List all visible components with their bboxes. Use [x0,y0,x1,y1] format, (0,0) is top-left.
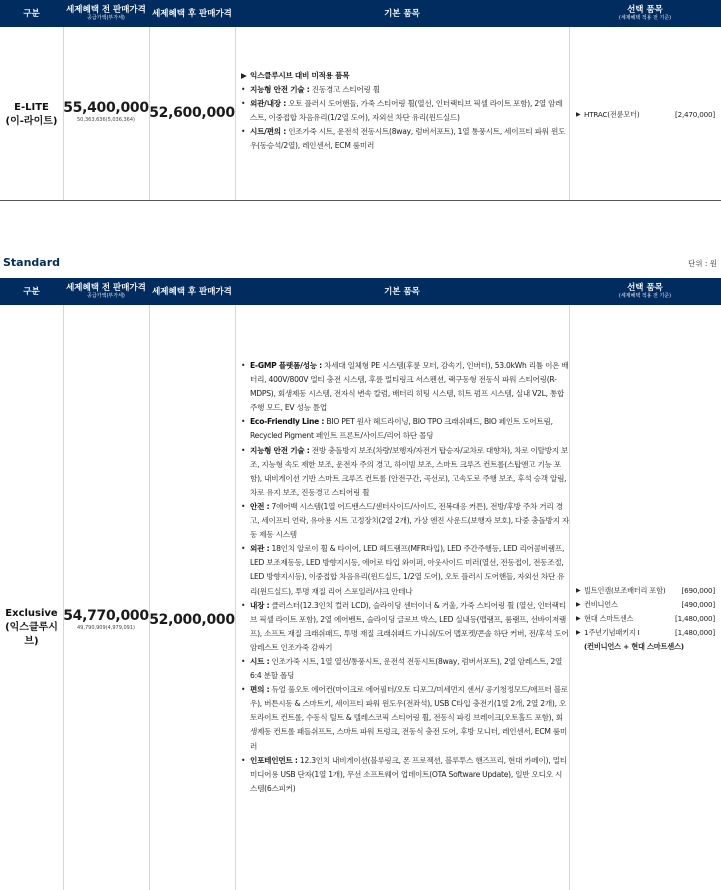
header-options: 선택 품목 [627,283,663,293]
header-price-after: 세제혜택 후 판매가격 [152,8,232,19]
features-list-exclusive [241,359,569,796]
option-item: ▶ 컨비니언스 [490,000] [576,600,715,609]
feature-item: • 시트/편의 : 인조가죽 시트, 운전석 전동시트(8way, 럼버서포트), 1열 통풍시트, 세이프티 파워 윈도우(동승석/2열), 레인센서, ECM 룸미러 [241,127,566,151]
header-price-before-sub: 공급가액(부가세) [87,293,125,299]
header-options-sub: (세제혜택 적용 전 기준) [618,15,672,21]
header-price-after: 세제혜택 후 판매가격 [152,286,232,297]
divider [235,305,236,890]
header-trim: 구분 [23,286,40,297]
table-bottom-border [0,200,721,201]
price-before-exclusive: 54,770,000 49,790,909(4,979,091) [63,608,149,631]
divider [63,305,64,890]
divider [235,27,236,201]
divider [569,27,570,201]
header-options-sub: (세제혜택 적용 전 기준) [618,293,672,299]
feature-item: • 시트 : 인조가죽 시트, 1열 열선/통풍시트, 운전석 전동시트(8way, 럼버서포트), 2열 암레스트, 2열 6:4 분할 폴딩 [241,656,563,681]
options-list-exclusive [576,584,715,654]
divider [149,305,150,890]
feature-item: • 내장 : 클러스터(12.3인치 컬러 LCD), 슬라이딩 센터이너 & 거울, 가죽 스티어링 휠 (열선, 인터랙티브 픽셀 라이트 포함), 2열 에어벤트, 슬라이딩 글로브 박스, LED 실내등(맵램프, 룸램프, 선바이저램프), 소프트 재질 크래쉬패드, 투명 재질 크래쉬패드 가니쉬/도어 맵포켓/콘솔 하단 커버, 전/후석 도어 암레스트 인조가죽 감싸기 [241,600,569,652]
option-item: ▶ 현대 스마트센스 [1,480,000] [576,614,715,623]
table-header-standard [0,278,721,305]
header-price-before: 세제혜택 전 판매가격 [66,5,146,15]
trim-name-elite: E-LITE (이-라이트) [5,102,58,127]
feature-item: • 지능형 안전 기술 : 전방 충돌방지 보조(차량/보행자/자전거 탑승자/교차로 대향차), 차로 이탈방지 보조, 지능형 속도 제한 보조, 운전자 주의 경고, 하이빔 보조, 스마트 크루즈 컨트롤(스탑앤고 기능 포함), 내비게이션 기반 스마트 크루즈 컨트롤 (안전구간, 곡선로), 고속도로 주행 보조, 후석 승객 알림, 차로 유지 보조, 진동경고 스티어링 휠 [241,445,569,497]
option-item: ▶ HTRAC(전륜모터) [2,470,000] [576,110,715,119]
feature-item: • 외관 : 18인치 알로이 휠 & 타이어, LED 헤드램프(MFR타입), LED 주간주행등, LED 리어콤비램프, LED 보조제동등, LED 방향지시등, 에어로 타입 와이퍼, 아웃사이드 미러(열선, 전동접이, 전동조절, LED 방향지시등), 이중접합 차음유리(윈드실드, 1/2열 도어), 오토 플러시 도어핸들, 자외선 차단 유리(윈드실드), 투명 재질 리어 스포일러/샤크 안테나 [241,544,565,596]
section-title: Standard [3,256,61,269]
price-after-elite: 52,600,000 [149,105,235,121]
feature-item: • Eco-Friendly Line : BIO PET 원사 헤드라이닝, BIO TPO 크래쉬패드, BIO 페인트 도어트림, Recycled Pigment 페인트 프론트/사이드/리어 하단 몰딩 [241,417,553,441]
header-options: 선택 품목 [627,5,663,15]
header-price-before-sub: 공급가액(부가세) [87,15,125,21]
table-header-elite [0,0,721,27]
header-features: 기본 품목 [384,286,420,297]
options-list-elite [576,108,715,122]
unit-label: 단위 : 원 [687,259,717,268]
feature-item: • 인포테인먼트 : 12.3인치 내비게이션(블루링크, 폰 프로젝션, 블루투스 핸즈프리, 현대 카페이), 멀티미디어용 USB 단자(1열 1개), 무선 소프트웨어 업데이트(OTA Software Update), 일반 오디오 시스템(6스피커) [241,755,567,793]
option-item: ▶ 1주년기념패키지 I [1,480,000] [576,628,715,637]
header-price-before: 세제혜택 전 판매가격 [66,283,146,293]
price-after-exclusive: 52,000,000 [149,612,235,628]
feature-item: ▶ 익스클루시브 대비 미적용 품목 [241,71,350,80]
feature-item: • 편의 : 듀얼 풀오토 에어컨(마이크로 에어필터/오토 디포그/미세먼지 센서/ 공기청정모드/애프터 블로우), 버튼시동 & 스마트키, 세이프티 파워 윈도우(전좌석), USB C타입 충전기(1열 2개, 2열 2개), 오토라이트 컨트롤, 수동식 틸트 & 텔레스코픽 스티어링 휠, 전동식 파킹 브레이크(오토홀드 포함), 회생제동 컨트롤 패들쉬프트, 스마트 파워 트렁크, 전동식 충전 도어, 후방 모니터, 레인센서, ECM 룸미러 [241,685,568,751]
header-trim: 구분 [23,8,40,19]
feature-item: • 안전 : 7에어백 시스템(1열 어드밴스드/센터사이드/사이드, 전복대응 커튼), 전방/후방 주차 거리 경고, 세이프티 언락, 유아용 시트 고정장치(2열 2개), 가상 엔진 사운드(보행자 보호), 다중 충돌방지 자동 제동 시스템 [241,501,569,540]
features-list-elite [241,69,566,154]
header-features: 기본 품목 [384,8,420,19]
feature-item: • 외관/내장 : 오토 플러시 도어핸들, 가죽 스티어링 휠(열선, 인터랙티브 픽셀 라이트 포함), 2열 암레스트, 이중접합 차음유리(1/2열 도어), 자외선 차단 유리(윈드실드) [241,99,563,123]
option-note: (컨비니언스 + 현대 스마트센스) [584,642,684,651]
option-item: ▶ 빌트인캠(보조배터리 포함) [690,000] [576,586,715,595]
divider [569,305,570,890]
trim-name-exclusive: Exclusive (익스클루시브) [5,608,58,647]
feature-item: • E-GMP 플랫폼/성능 : 차세대 일체형 PE 시스템(후륜 모터, 감속기, 인버터), 53.0kWh 리튬 이온 배터리, 400V/800V 멀티 충전 시스템, 후륜 멀티링크 서스펜션, 랙구동형 전동식 파워 스티어링(R-MDPS), 회생제동 시스템, 전자식 변속 칼럼, 배터리 히팅 시스템, 히트 펌프 시스템, 실내 V2L, 통합 주행 모드, EV 성능 튠업 [241,361,569,413]
price-before-elite: 55,400,000 50,363,636(5,036,364) [63,100,149,123]
feature-item: • 지능형 안전 기술 : 진동경고 스티어링 휠 [241,85,380,95]
